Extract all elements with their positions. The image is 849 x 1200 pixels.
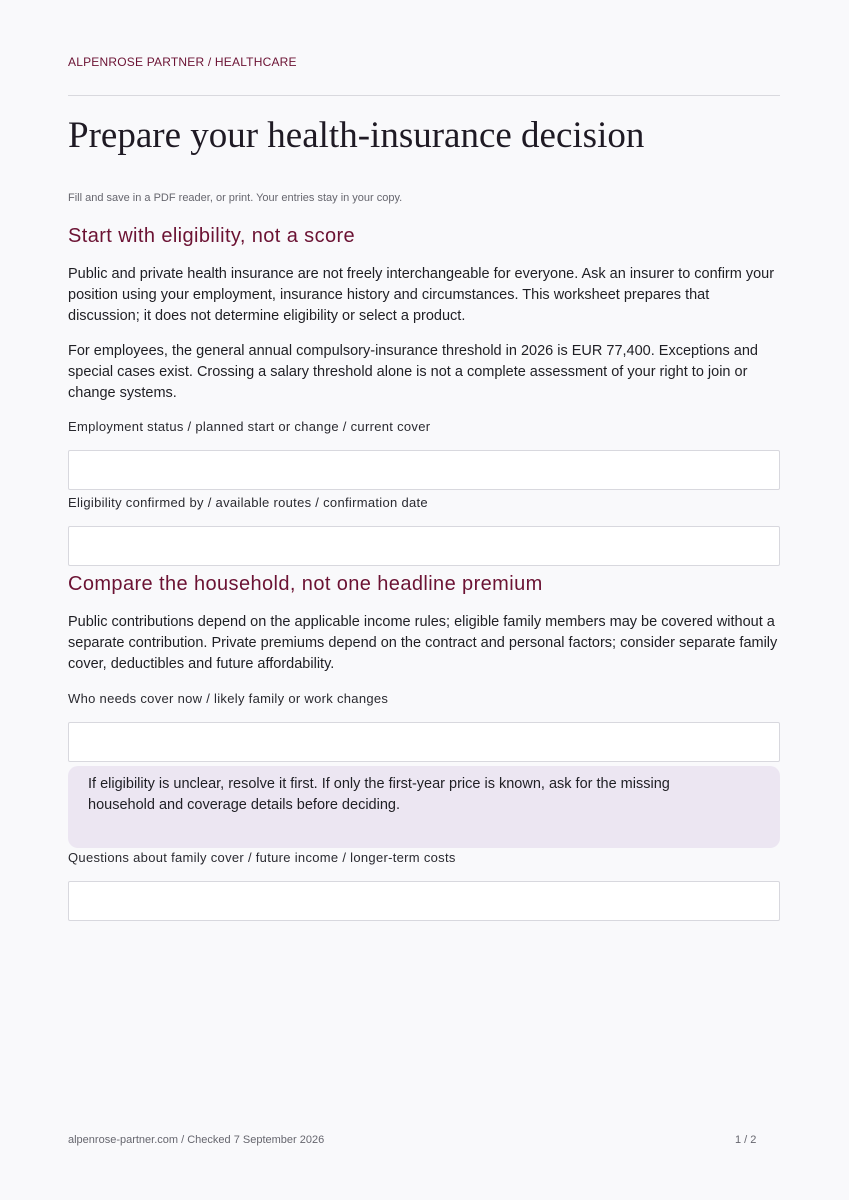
page-number: 1 / 2 (735, 1134, 757, 1146)
intro-text: Fill and save in a PDF reader, or print. Your entries stay in your copy. (68, 192, 403, 204)
employment-status-field[interactable] (68, 450, 780, 490)
family-cover-questions-field[interactable] (68, 881, 780, 921)
household-paragraph: Public contributions depend on the applicable income rules; eligible family members may be covered without a separate contribution. Private premiums depend on the contract and personal factors; consider separate family cover, deductibles and future affordability. (68, 614, 778, 672)
eligibility-paragraph-2: For employees, the general annual compulsory-insurance threshold in 2026 is EUR 77,400. Exceptions and special cases exist. Crossing a salary threshold alone is not a complete assessment of your right to join or change systems. (68, 343, 758, 401)
eligibility-confirmed-field[interactable] (68, 526, 780, 566)
advice-callout-text: If eligibility is unclear, resolve it first. If only the first-year price is known, ask for the missing household and coverage details before deciding. (88, 776, 670, 813)
family-cover-questions-label: Questions about family cover / future income / longer-term costs (68, 850, 456, 865)
who-needs-cover-field[interactable] (68, 722, 780, 762)
advice-callout (68, 766, 780, 848)
header-divider (68, 95, 780, 96)
employment-status-label: Employment status / planned start or change / current cover (68, 419, 431, 434)
eligibility-paragraph-1: Public and private health insurance are not freely interchangeable for everyone. Ask an insurer to confirm your position using your employment, insurance history and circumstances. This worksheet prepares that discussion; it does not determine eligibility or select a product. (68, 266, 775, 324)
eligibility-confirmed-label: Eligibility confirmed by / available routes / confirmation date (68, 495, 428, 510)
footer-source: alpenrose-partner.com / Checked 7 September 2026 (68, 1134, 325, 1146)
page-title: Prepare your health-insurance decision (68, 115, 645, 156)
section-heading-household: Compare the household, not one headline premium (68, 573, 543, 595)
who-needs-cover-label: Who needs cover now / likely family or work changes (68, 691, 389, 706)
section-heading-eligibility: Start with eligibility, not a score (68, 225, 356, 247)
brand-label: ALPENROSE PARTNER / HEALTHCARE (68, 55, 297, 69)
